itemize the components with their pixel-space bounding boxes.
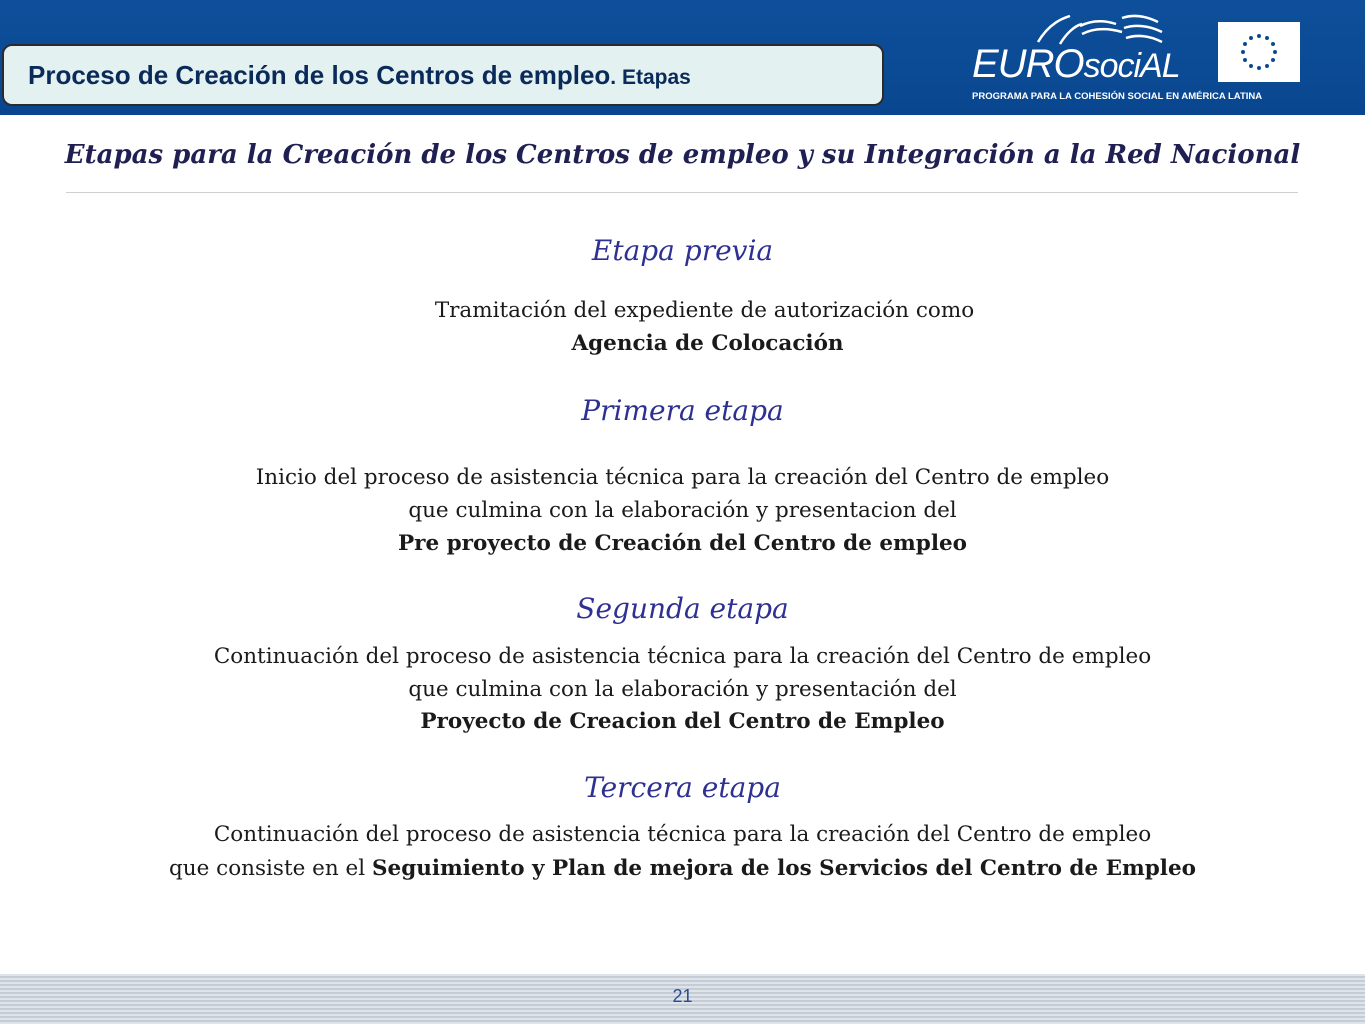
page-number: 21	[672, 986, 693, 1006]
stage-title-primera: Primera etapa	[581, 394, 784, 427]
eu-flag-icon	[1218, 22, 1300, 82]
logo-wordmark-lower: sociAL	[1083, 47, 1180, 85]
page-heading: Etapas para la Creación de los Centros de empleo y su Integración a la Red Nacional	[64, 140, 1301, 170]
stage-segunda-line-1: Continuación del proceso de asistencia técnica para la creación del Centro de empleo	[213, 644, 1152, 669]
stage-previa-line-1: Tramitación del expediente de autorización como	[434, 298, 975, 323]
eurosocial-logo	[960, 8, 1305, 108]
stage-primera-line-3: Pre proyecto de Creación del Centro de empleo	[397, 531, 968, 556]
stage-previa-line-2: Agencia de Colocación	[571, 331, 844, 356]
stage-tercera-line-1: Continuación del proceso de asistencia técnica para la creación del Centro de empleo	[213, 822, 1152, 847]
stage-title-previa: Etapa previa	[591, 234, 774, 267]
logo-wordmark: EUROsociAL	[972, 42, 1180, 86]
slide-title-suffix: . Etapas	[610, 65, 691, 89]
eu-stars-icon	[1218, 22, 1300, 82]
stage-primera-line-1: Inicio del proceso de asistencia técnica para la creación del Centro de empleo	[255, 465, 1110, 490]
stage-primera-line-2: que culmina con la elaboración y presentacion del	[408, 498, 957, 523]
slide-title-box	[2, 44, 884, 106]
stage-tercera-line-2-prefix: que consiste en el	[169, 856, 372, 881]
logo-tagline: PROGRAMA PARA LA COHESIÓN SOCIAL EN AMÉRICA LATINA	[972, 91, 1263, 102]
stage-tercera-line-2	[0, 856, 1365, 881]
slide-title: Proceso de Creación de los Centros de empleo. Etapas	[28, 59, 691, 90]
heading-divider	[66, 192, 1298, 193]
stage-tercera-line-2-bold: Seguimiento y Plan de mejora de los Servicios del Centro de Empleo	[372, 856, 1196, 881]
stage-title-tercera: Tercera etapa	[584, 771, 781, 804]
stage-title-segunda: Segunda etapa	[576, 592, 789, 625]
stage-segunda-line-2: que culmina con la elaboración y presentación del	[408, 677, 957, 702]
stage-segunda-line-3: Proyecto de Creacion del Centro de Empleo	[420, 709, 945, 734]
